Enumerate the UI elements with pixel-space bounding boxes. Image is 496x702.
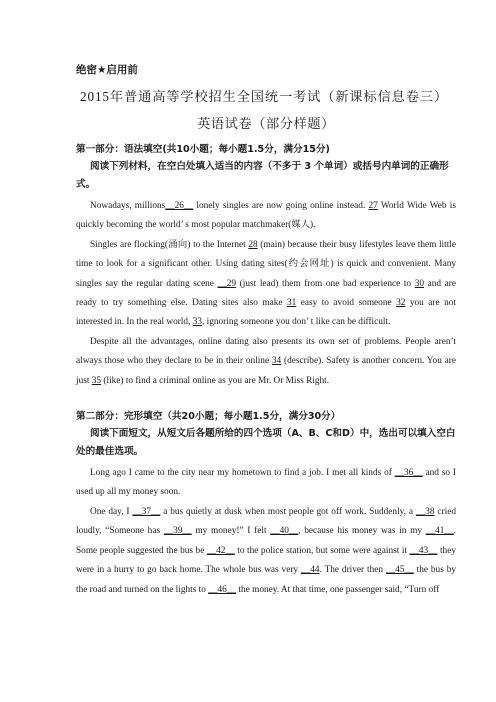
blank-30: 30 [414,278,424,289]
confidential-label: 绝密★启用前 [76,64,138,76]
blank-36: __36__ [394,468,423,479]
section-spacer [76,391,456,408]
blank-26: __26__ [165,201,194,211]
part1-paragraph-3: Despite all the advantages, online dating also presents its own set of problems. People aren’t always those who they declare to be in their online 34 (describe). Safety is another concern. You are just 35 (like) to find a criminal online as you are Mr. Or Miss Right. [76,336,456,386]
blank-35: 35 [91,375,102,386]
part1-paragraph-1: Nowadays, millions__26__ lonely singles are now going online instead. 27 World Wide Web is quickly becoming the world’ s most popular matchmaker(媒人). [76,201,456,231]
blank-28: 28 [248,239,258,250]
blank-44: __44 [300,565,320,576]
exam-title: 2015年普通高等学校招生全国统一考试（新课标信息卷三） [79,89,449,104]
blank-43: __43__ [409,545,438,556]
blank-33: 33 [192,317,202,328]
blank-32: 32 [396,298,406,309]
blank-45: __45__ [385,565,414,576]
part2-paragraph-1: Long ago I came to the city near my hometown to find a job. I met all kinds of __36__ and so I used up all my money soon. [76,468,457,498]
part1-instruction: 阅读下列材料，在空白处填入适当的内容（不多于 3 个单词）或括号内单词的正确形式。 [76,161,449,190]
part2-paragraph-2: One day, I __37__ a bus quietly at dusk when most people got off work. Suddenly, a __38 cried loudly, “Someone has __39__ my money!” I felt __40__, because his money was in my __41__. Some people suggested the bus be __42__ to the police station, but some were against it __43__ they were in a hurry to go back home. The whole bus was very __44. The driver then __45__ the bus by the road and turned on the lights to __46__ the money. At that time, one passenger said, “Turn off [76,506,457,595]
blank-29: __29 [217,278,237,289]
blank-42: __42__ [206,545,235,556]
exam-subtitle: 英语试卷（部分样题） [197,116,335,131]
part2-heading: 第二部分：完形填空（共20小题；每小题1.5分，满分30分） [76,411,341,423]
blank-40: __40__ [270,526,299,537]
blank-31: 31 [286,298,297,309]
blank-34: 34 [271,356,282,367]
part1-paragraph-2: Singles are flocking(涌向) to the Internet 28 (main) because their busy lifestyles leave them little time to look for a significant other. Using dating sites(约会网址) is quick and convenient. Many singles say the regular dating scene __29 (just lead) them from one bad experience to 30 and are ready to try something else. Dating sites also make 31 easy to avoid someone 32 you are not interested in. In the real world, 33, ignoring someone you don’ t like can be difficult. [76,239,457,328]
part2-instruction: 阅读下面短文，从短文后各题所给的四个选项（A、B、C和D）中，选出可以填入空白处的最佳选项。 [76,428,456,458]
blank-39: __39__ [163,526,192,537]
blank-37: __37__ [132,506,161,517]
blank-27: 27 [368,201,378,211]
part1-heading: 第一部分：语法填空(共10小题；每小题1.5分，满分15分) [76,144,330,155]
blank-46: __46__ [208,584,237,595]
blank-38: __38 [415,506,435,517]
blank-41: __41__ [425,526,454,537]
